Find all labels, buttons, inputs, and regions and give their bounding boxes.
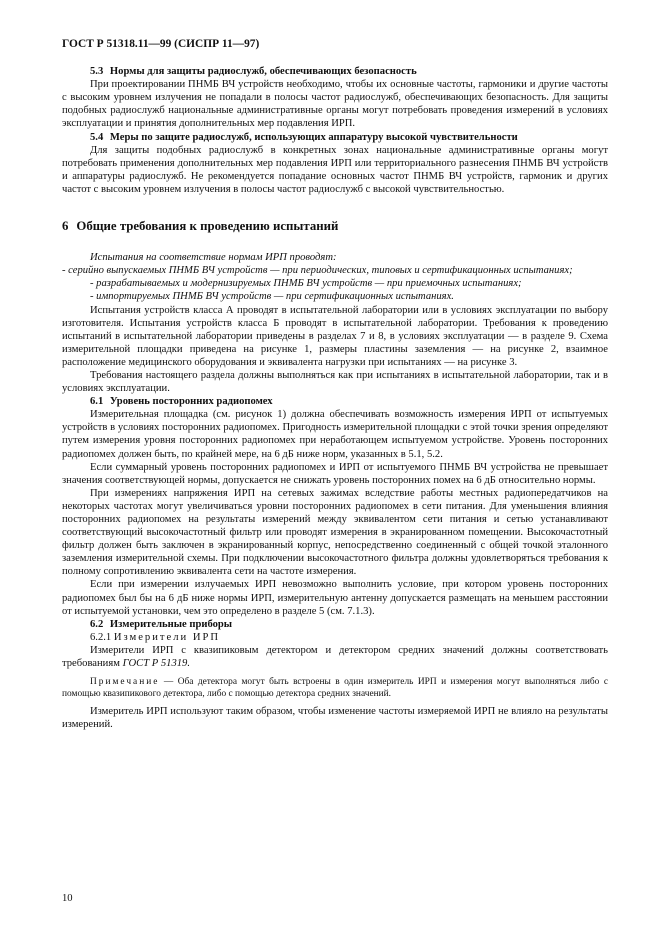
document-page xyxy=(62,38,608,918)
note xyxy=(62,676,608,700)
section-number: 6.2.1 xyxy=(90,631,112,643)
section-number: 5.3 xyxy=(90,66,104,78)
section-6-1-heading xyxy=(62,395,608,408)
section-title: Меры по защите радиослужб, использующих аппаратуру высокой чувствительности xyxy=(109,131,518,143)
paragraph: Измеритель ИРП используют таким образом, чтобы изменение частоты измеряемой ИРП не влияло на результаты измерений. xyxy=(62,705,608,730)
section-5-3-heading xyxy=(62,65,608,78)
section-title: Измерительные приборы xyxy=(109,618,233,630)
paragraph: При проектировании ПНМБ ВЧ устройств необходимо, чтобы их основные частоты, гармоники и другие частоты с высоким уровнем излучения не попадали в полосы частот радиослужб, обеспечивающих безопасность. Для защиты подобных радиослужб национальные административные органы могут потребовать проведения измерений в условиях эксплуатации и принятия дополнительных мер подавления ИРП. xyxy=(62,79,608,130)
paragraph: Измерительная площадка (см. рисунок 1) должна обеспечивать возможность измерения ИРП от испытуемых устройств в условиях посторонних радиопомех. Пригодность измерительной площадки с этой точки зрения определяют путем измерения уровня посторонних радиопомех при неработающем испытуемом устройстве. Уровень посторонних радиопомех должен быть, по крайней мере, на 6 дБ ниже норм, указанных в 5.1, 5.2. xyxy=(62,409,608,460)
section-title: Измерители ИРП xyxy=(113,631,221,643)
section-number: 6.1 xyxy=(90,396,104,408)
list-item: - импортируемых ПНМБ ВЧ устройств — при сертификационных испытаниях. xyxy=(90,291,454,303)
note-label: Примечание xyxy=(90,677,160,688)
document-header: ГОСТ Р 51318.11—99 (СИСПР 11—97) xyxy=(62,38,260,50)
subsection-6-2-1-heading xyxy=(62,631,608,644)
section-title: Уровень посторонних радиопомех xyxy=(109,396,273,408)
standard-reference: ГОСТ Р 51319. xyxy=(122,658,190,670)
paragraph xyxy=(62,644,608,670)
section-6-2-heading xyxy=(62,618,608,631)
list-item: - разрабатываемых и модернизируемых ПНМБ ВЧ устройств — при приемочных испытаниях; xyxy=(90,278,522,290)
paragraph-text: Измерители ИРП с квазипиковым детектором и детектором средних значений должны соответствовать требованиям xyxy=(62,644,608,670)
paragraph: Требования настоящего раздела должны выполняться как при испытаниях в испытательной лаборатории, так и в условиях эксплуатации. xyxy=(62,369,608,395)
section-number: 5.4 xyxy=(90,131,104,143)
page-number: 10 xyxy=(62,893,73,904)
paragraph: Если суммарный уровень посторонних радиопомех и ИРП от испытуемого ПНМБ ВЧ устройства не превышает значения соответствующей нормы, допускается не снижать уровень посторонних помех на 6 дБ относительно нормы. xyxy=(62,461,608,486)
paragraph: Испытания устройств класса А проводят в испытательной лаборатории или в условиях эксплуатации по выбору изготовителя. Испытания устройств класса Б проводят в испытательной лаборатории. Требования к проведению испытаний в испытательной лаборатории приведены в разделах 7 и 8, в условиях эксплуатации — в разделе 9. Схема измерительной площадки приведена на рисунке 1, размеры пластины заземления — на рисунке 2, взаимное расположение медицинского оборудования и эквивалента нагрузки при испытаниях — на рисунке 3. xyxy=(62,304,608,368)
list-intro: Испытания на соответствие нормам ИРП проводят: xyxy=(90,252,337,264)
section-5-4-heading xyxy=(62,131,608,144)
section-title: Общие требования к проведению испытаний xyxy=(76,219,339,234)
paragraph: Если при измерении излучаемых ИРП невозможно выполнить условие, при котором уровень посторонних радиопомех был бы на 6 дБ ниже нормы ИРП, измерительную антенну допускается размещать на меньшем расстоянии от испытуемой установки, чем это определено в разделе 5 (см. 7.1.3). xyxy=(62,579,608,617)
list-item: - серийно выпускаемых ПНМБ ВЧ устройств — при периодических, типовых и сертификационных испытаниях; xyxy=(62,265,573,277)
paragraph: Для защиты подобных радиослужб в конкретных зонах национальные административные органы могут потребовать применения дополнительных мер подавления ИРП или территориального разнесения ПНМБ ВЧ устройств и аппаратуры радиослужб. Не рекомендуется попадание основных частот ПНМБ ВЧ устройств, гармоник и других частот с высоким уровнем излучения в полосы частот радиослужб с высокой чувствительностью. xyxy=(62,144,608,195)
section-number: 6.2 xyxy=(90,618,104,630)
paragraph: При измерениях напряжения ИРП на сетевых зажимах вследствие работы местных радиопередатчиков на некоторых частотах могут увеличиваться уровни посторонних радиопомех в сети питания. Для уменьшения влияния посторонних радиопомех на результаты измерений между эквивалентом сети питания и сетью устанавливают соответствующий высокочастотный фильтр или проводят измерения в экранированном помещении. Высокочастотный фильтр должен быть заключен в экранированный корпус, непосредственно соединенный с общей точкой эталонного заземления измерительной схемы. При подключении высокочастотного фильтра должны удовлетворяться требования к полному сопротивлению эквивалента сети на частоте измерения. xyxy=(62,487,608,578)
section-title: Нормы для защиты радиослужб, обеспечивающих безопасность xyxy=(109,66,417,78)
section-number: 6 xyxy=(62,219,69,234)
section-6-heading xyxy=(62,220,608,233)
note-text: — Оба детектора могут быть встроены в один измеритель ИРП и измерения могут выполняться либо с помощью квазипикового детектора, либо с помощью детектора средних значений. xyxy=(62,677,608,700)
